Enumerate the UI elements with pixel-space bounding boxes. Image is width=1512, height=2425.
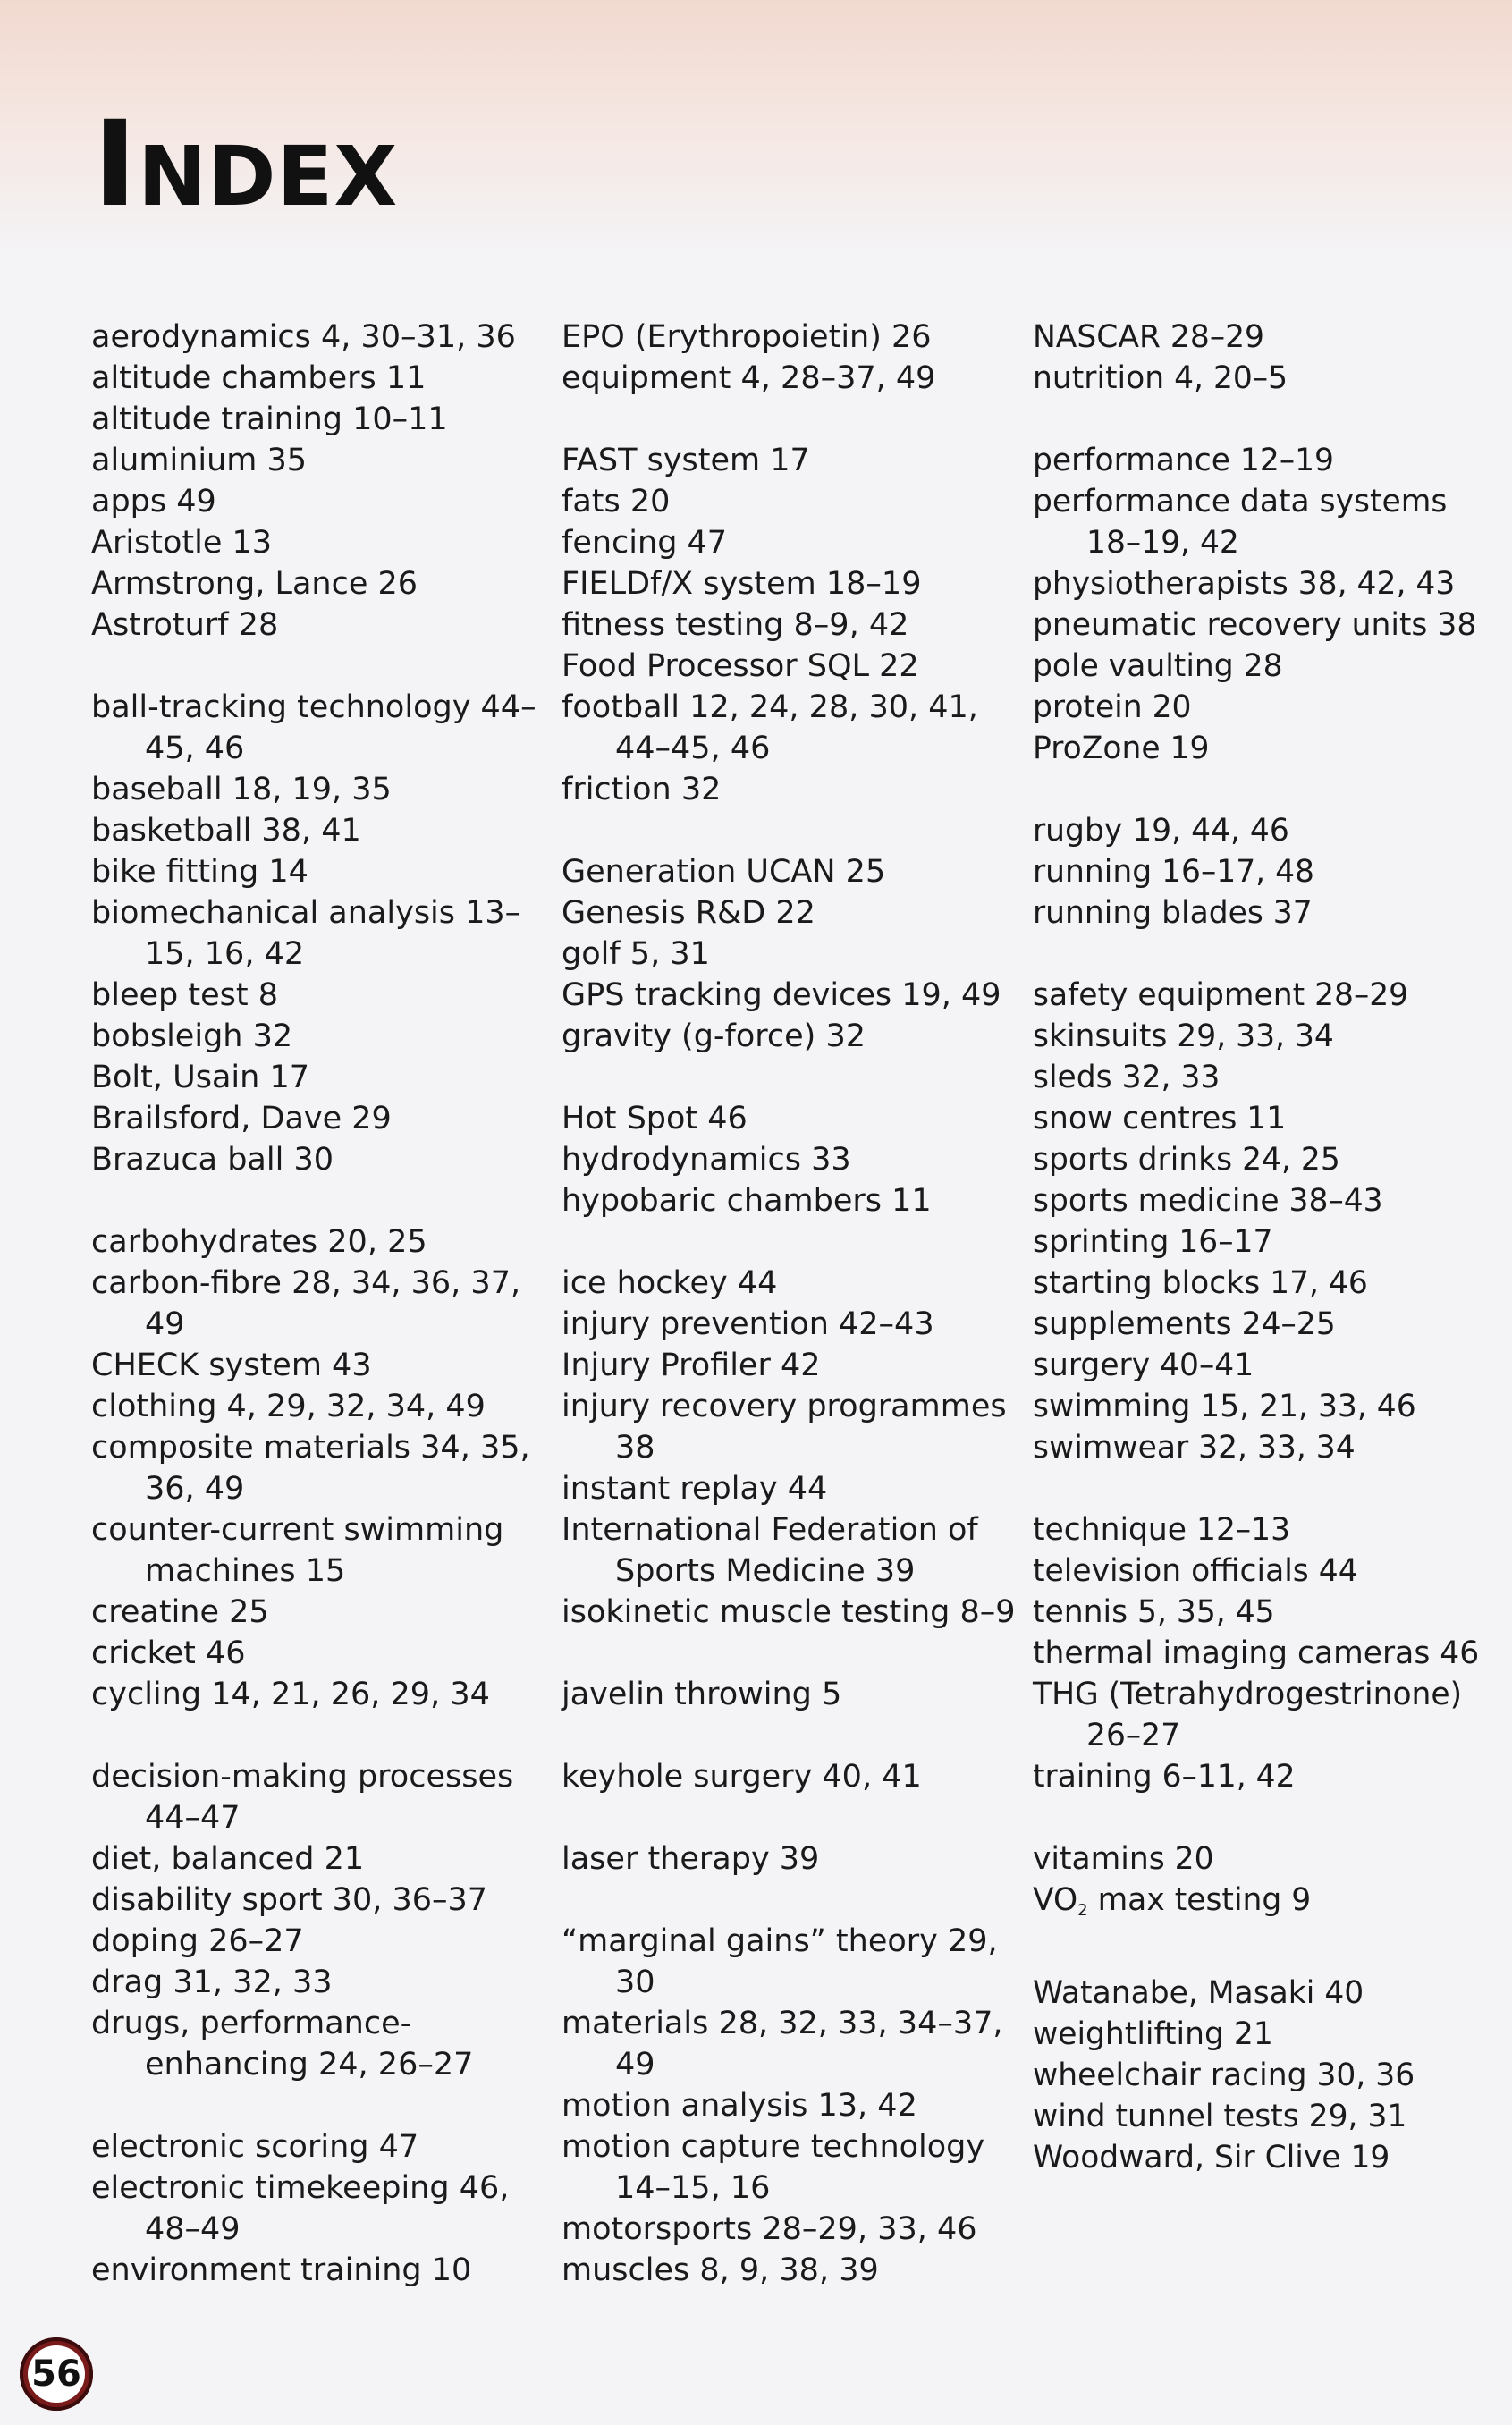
index-column-3 [1033,317,1498,2178]
index-entry: altitude chambers 11 [91,360,427,396]
index-entry: Aristotle 13 [91,525,273,561]
index-entry: altitude training 10–11 [91,401,448,437]
index-entry: physiotherapists 38, 42, 43 [1033,566,1456,602]
page-title: Index [93,96,399,233]
index-entry: materials 28, 32, 33, 34–37, 49 [562,2006,1003,2083]
index-entry: hypobaric chambers 11 [562,1183,932,1219]
index-entry: sports medicine 38–43 [1033,1183,1383,1219]
index-entry: instant replay 44 [562,1471,828,1507]
index-entry: apps 49 [91,484,216,520]
index-entry: wind tunnel tests 29, 31 [1033,2099,1407,2134]
index-entry: pole vaulting 28 [1033,648,1283,684]
index-entry: surgery 40–41 [1033,1348,1254,1383]
index-entry: supplements 24–25 [1033,1306,1336,1342]
index-entry: Woodward, Sir Clive 19 [1033,2140,1390,2176]
index-entry: laser therapy 39 [562,1841,820,1877]
index-entry: fitness testing 8–9, 42 [562,607,909,643]
index-entry: injury recovery programmes 38 [562,1389,1007,1466]
index-entry: motion analysis 13, 42 [562,2088,917,2124]
page-number: 56 [28,2345,85,2403]
index-entry: keyhole surgery 40, 41 [562,1759,922,1795]
index-entry: electronic timekeeping 46, 48–49 [91,2170,510,2247]
index-entry: sports drinks 24, 25 [1033,1142,1340,1178]
index-entry: training 6–11, 42 [1033,1759,1296,1795]
index-entry: wheelchair racing 30, 36 [1033,2057,1415,2093]
index-entry: doping 26–27 [91,1923,304,1959]
index-entry: basketball 38, 41 [91,813,361,849]
index-entry: safety equipment 28–29 [1033,977,1409,1013]
index-entry: football 12, 24, 28, 30, 41, 44–45, 46 [562,689,978,766]
index-entry: sprinting 16–17 [1033,1224,1273,1260]
index-entry: skinsuits 29, 33, 34 [1033,1018,1334,1054]
index-entry: cricket 46 [91,1635,246,1671]
index-entry: drugs, performance-enhancing 24, 26–27 [91,2006,474,2083]
index-entry: snow centres 11 [1033,1101,1287,1136]
index-entry: golf 5, 31 [562,936,710,972]
index-entry: rugby 19, 44, 46 [1033,813,1289,849]
index-entry: isokinetic muscle testing 8–9 [562,1594,1016,1630]
index-entry: swimming 15, 21, 33, 46 [1033,1389,1416,1424]
index-entry: Bolt, Usain 17 [91,1060,309,1095]
index-entry: thermal imaging cameras 46 [1033,1635,1480,1671]
index-entry: environment training 10 [91,2252,472,2288]
index-entry: drag 31, 32, 33 [91,1965,333,2000]
index-column-2 [562,317,1026,2291]
index-entry: Generation UCAN 25 [562,854,886,890]
index-entry: ice hockey 44 [562,1265,778,1301]
index-entry: pneumatic recovery units 38 [1033,607,1477,643]
index-entry: baseball 18, 19, 35 [91,772,392,807]
index-entry: aerodynamics 4, 30–31, 36 [91,319,516,355]
index-entry: swimwear 32, 33, 34 [1033,1430,1356,1466]
index-entry: “marginal gains” theory 29, 30 [562,1923,998,2000]
index-entry: weightlifting 21 [1033,2016,1273,2052]
index-entry: nutrition 4, 20–5 [1033,360,1288,396]
index-entry: gravity (g-force) 32 [562,1018,866,1054]
index-entry: Genesis R&D 22 [562,895,815,931]
index-entry: hydrodynamics 33 [562,1142,851,1178]
index-entry: protein 20 [1033,689,1192,725]
index-entry: fats 20 [562,484,671,520]
index-entry: International Federation of Sports Medicine 39 [562,1512,978,1589]
index-entry: THG (Tetrahydrogestrinone) 26–27 [1033,1677,1463,1753]
index-entry: EPO (Erythropoietin) 26 [562,319,932,355]
index-entry: ball-tracking technology 44–45, 46 [91,689,536,766]
index-entry: ProZone 19 [1033,731,1210,766]
index-entry: creatine 25 [91,1594,269,1630]
index-entry: bleep test 8 [91,977,278,1013]
index-entry: carbon-fibre 28, 34, 36, 37, 49 [91,1265,521,1342]
index-entry: Hot Spot 46 [562,1101,748,1136]
index-entry: television officials 44 [1033,1553,1358,1589]
index-entry: FAST system 17 [562,443,810,478]
index-entry: running blades 37 [1033,895,1313,931]
index-entry: performance data systems 18–19, 42 [1033,484,1448,561]
index-entry: CHECK system 43 [91,1348,372,1383]
index-entry: tennis 5, 35, 45 [1033,1594,1275,1630]
index-entry: muscles 8, 9, 38, 39 [562,2252,879,2288]
index-entry: Brailsford, Dave 29 [91,1101,392,1136]
index-entry: vitamins 20 [1033,1841,1214,1877]
index-column-1 [91,317,556,2291]
index-entry: biomechanical analysis 13–15, 16, 42 [91,895,521,972]
index-entry: Astroturf 28 [91,607,279,643]
index-entry: technique 12–13 [1033,1512,1291,1548]
index-entry: carbohydrates 20, 25 [91,1224,427,1260]
page-number-badge [20,2337,93,2411]
index-entry: fencing 47 [562,525,728,561]
index-entry: clothing 4, 29, 32, 34, 49 [91,1389,486,1424]
index-entry: Armstrong, Lance 26 [91,566,418,602]
index-entry: diet, balanced 21 [91,1841,365,1877]
index-entry: injury prevention 42–43 [562,1306,934,1342]
index-entry: electronic scoring 47 [91,2129,419,2165]
index-entry: motorsports 28–29, 33, 46 [562,2211,977,2247]
index-entry: performance 12–19 [1033,443,1334,478]
index-entry: friction 32 [562,772,722,807]
index-entry: starting blocks 17, 46 [1033,1265,1368,1301]
index-entry: equipment 4, 28–37, 49 [562,360,936,396]
index-entry: bobsleigh 32 [91,1018,293,1054]
index-entry: sleds 32, 33 [1033,1060,1221,1095]
index-entry: motion capture technology 14–15, 16 [562,2129,985,2206]
index-entry: cycling 14, 21, 26, 29, 34 [91,1677,490,1712]
index-entry: bike fitting 14 [91,854,308,890]
index-entry: counter-current swimming machines 15 [91,1512,504,1589]
index-entry: FIELDf/X system 18–19 [562,566,922,602]
index-entry: composite materials 34, 35, 36, 49 [91,1430,530,1507]
index-entry: aluminium 35 [91,443,308,478]
index-entry: Brazuca ball 30 [91,1142,334,1178]
index-entry: running 16–17, 48 [1033,854,1314,890]
index-entry: GPS tracking devices 19, 49 [562,977,1001,1013]
index-entry: disability sport 30, 36–37 [91,1882,488,1918]
index-entry: Injury Profiler 42 [562,1348,821,1383]
index-entry: NASCAR 28–29 [1033,319,1264,355]
index-entry: Watanabe, Masaki 40 [1033,1975,1364,2011]
index-entry: decision-making processes 44–47 [91,1759,514,1836]
index-entry: Food Processor SQL 22 [562,648,919,684]
index-entry: javelin throwing 5 [562,1677,842,1712]
index-entry: VO2 max testing 9 [1033,1882,1312,1920]
